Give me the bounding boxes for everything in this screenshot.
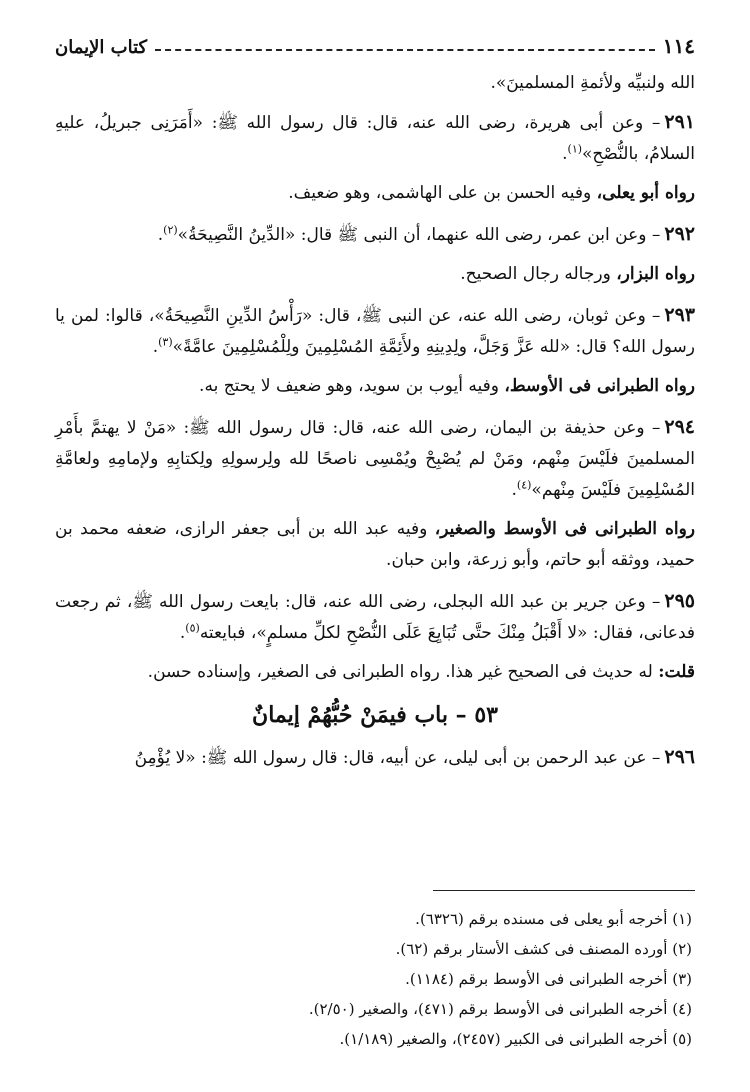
footnote-2: (٢) أورده المصنف فى كشف الأستار برقم (٦٢).	[395, 940, 692, 958]
footnote-ref: (٣)	[158, 335, 173, 349]
running-header	[55, 28, 695, 58]
footnote-ref: (٥)	[185, 621, 200, 635]
hadith-number: ٢٩٤	[664, 416, 695, 438]
book-title: كتاب الإيمان	[55, 37, 148, 58]
page-number: ١١٤	[662, 34, 695, 58]
hadith-294: ٢٩٤– وعن حذيفة بن اليمان، رضى الله عنه، قال: قال رسول الله ﷺ: «مَنْ لا يهتمَّ بأَمْرِ المسلمينَ فلَيْسَ مِنْهم، ومَنْ لم يُصْبِحْ ويُمْسِى ناصحًا لله ولِرسولِهِ ولِكتابِهِ ولإمامِهِ ولعامَّةِ المُسْلِمِينَ فلَيْسَ مِنْهم»$^{(٤)}$.	[55, 416, 695, 500]
author-comment: قلت: له حديث فى الصحيح غير هذا. رواه الطبرانى فى الصغير، وإسناده حسن.	[147, 662, 695, 682]
footnote-4: (٤) أخرجه الطبرانى فى الأوسط برقم (٤٧١)، والصغير (٢/٥٠).	[308, 1000, 692, 1018]
hadith-number: ٢٩٣	[664, 304, 695, 326]
footnotes	[55, 904, 692, 1054]
hadith-number: ٢٩٦	[664, 746, 695, 768]
hadith-295: ٢٩٥– وعن جرير بن عبد الله البجلى، رضى الله عنه، قال: بايعت رسول الله ﷺ، ثم رجعت فدعانى، فقال: «لا أَقْبَلُ مِنْكَ حتَّى تُبَايِعَ عَلَى النُّصْحِ لكلِّ مسلمٍ»، فبايعته$^{(٥)}$.	[55, 590, 695, 643]
header-dashed-rule	[155, 49, 655, 51]
hadith-number: ٢٩١	[664, 111, 695, 133]
page-body	[55, 28, 695, 782]
hadith-293: ٢٩٣– وعن ثوبان، رضى الله عنه، عن النبى ﷺ، قال: «رَأْسُ الدِّينِ النَّصِيحَةُ»، قالوا: لمن يا رسول الله؟ قال: «لله عَزَّ وَجَلَّ، ولِدِينِهِ ولأَئِمَّةِ المُسْلِمِينَ ولِلْمُسْلِمِينَ عامَّةً»$^{(٣)}$.	[55, 304, 695, 357]
narration-note: رواه الطبرانى فى الأوسط والصغير، وفيه عبد الله بن أبى جعفر الرازى، ضعفه محمد بن حميد، ووثقه أبو حاتم، وأبو زرعة، وابن حبان.	[55, 519, 696, 570]
footnote-5: (٥) أخرجه الطبرانى فى الكبير (٢٤٥٧)، والصغير (١/١٨٩).	[339, 1030, 692, 1048]
narration-note: رواه البزار، ورجاله رجال الصحيح.	[460, 264, 695, 284]
narration-note: رواه الطبرانى فى الأوسط، وفيه أيوب بن سويد، وهو ضعيف لا يحتج به.	[199, 376, 695, 396]
footnote-ref: (١)	[567, 142, 583, 156]
footnote-ref: (٤)	[516, 478, 532, 492]
footnote-3: (٣) أخرجه الطبرانى فى الأوسط برقم (١١٨٤).	[405, 970, 692, 988]
footnote-divider	[433, 890, 695, 891]
footnote-ref: (٢)	[163, 223, 178, 237]
chapter-heading: ٥٣ – باب فيمَنْ حُبُّهُمْ إيمانٌ	[252, 702, 498, 728]
hadith-292: ٢٩٢– وعن ابن عمر، رضى الله عنهما، أن النبى ﷺ قال: «الدِّينُ النَّصِيحَةُ»$^{(٢)}$.	[157, 223, 695, 245]
footnote-1: (١) أخرجه أبو يعلى فى مسنده برقم (٦٣٢٦).	[415, 910, 692, 928]
narration-note: رواه أبو يعلى، وفيه الحسن بن على الهاشمى، وهو ضعيف.	[288, 183, 695, 203]
hadith-number: ٢٩٢	[664, 223, 695, 245]
paragraph-continuation: الله ولنبيِّه ولأئمةِ المسلمينَ».	[490, 73, 695, 93]
hadith-291: ٢٩١– وعن أبى هريرة، رضى الله عنه، قال: قال رسول الله ﷺ: «أَمَرَنِى جبريلُ، عليهِ السلامُ، بالنُّصْحِ»$^{(١)}$.	[55, 111, 695, 164]
hadith-296: ٢٩٦– عن عبد الرحمن بن أبى ليلى، عن أبيه، قال: قال رسول الله ﷺ: «لا يُؤْمِنُ	[134, 746, 695, 768]
hadith-number: ٢٩٥	[664, 590, 695, 612]
